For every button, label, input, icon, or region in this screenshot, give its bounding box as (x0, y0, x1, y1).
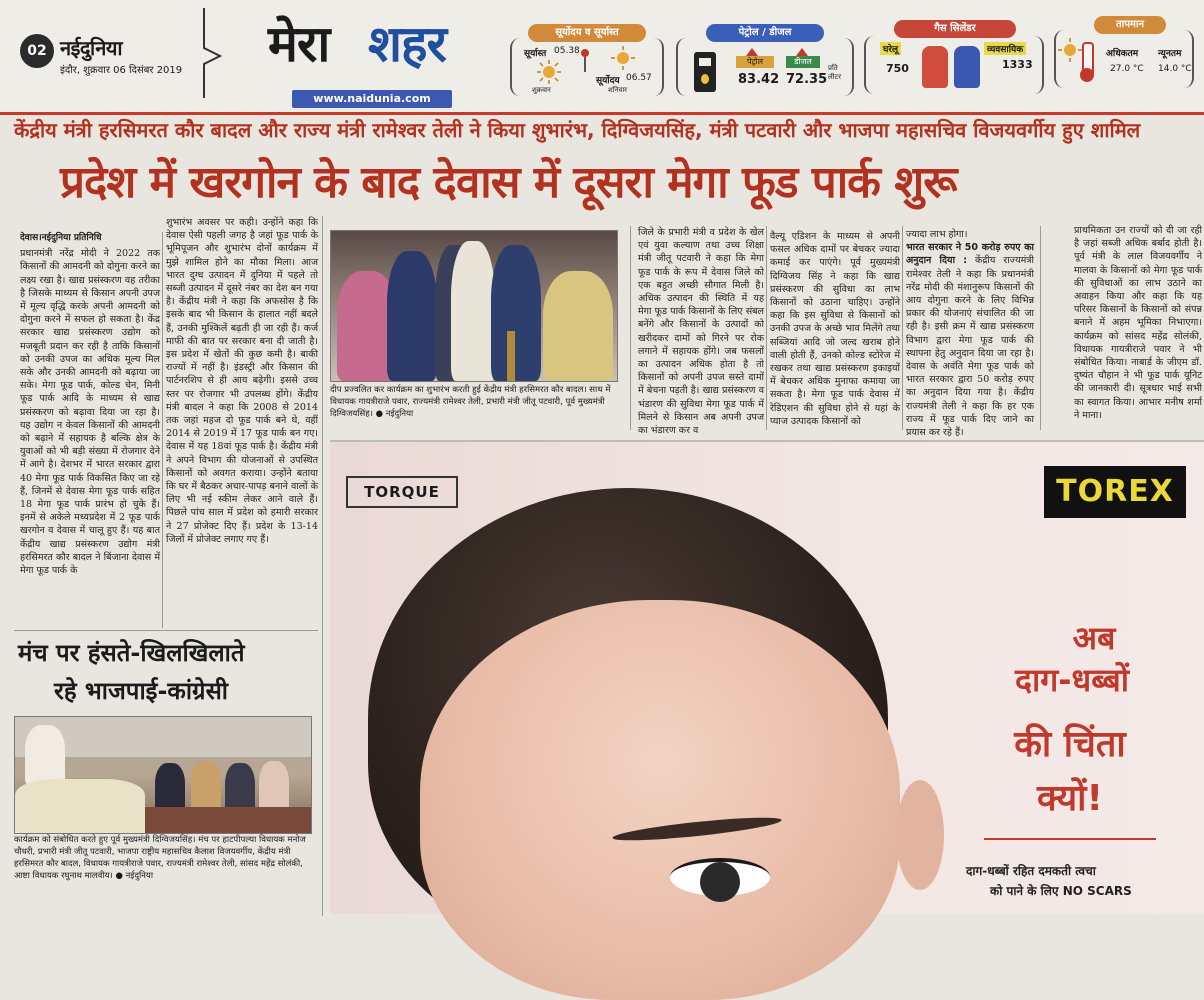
model-ear (896, 780, 944, 890)
gas-cylinder-header: गैस सिलेंडर (894, 20, 1016, 38)
story-column-5-text: केंद्रीय राज्यमंत्री रामेश्वर तेली ने कहा कि प्रधानमंत्री नरेंद्र मोदी की मंशानुरूप किसानों की आय दोगुना करने के लिए विभिन्न प्रकार की योजनाएं संचालित की जा रही है। इसी क्रम में खाद्य प्रसंस्करण विभाग द्वारा मेगा फूड पार्क की स्थापना हेतु अनुदान दिया जा रहा है। देवास के अवंति मेगा फूड पार्क को भारत सरकार द्वारा 50 करोड़ रुपए का अनुदान दिया गया है। केंद्रीय राज्यमंत्री तेली ने कहा कि हर एक राज्य में फूड पार्क दिए जाने का प्रयास कर रहे हैं। (906, 255, 1034, 439)
ad-headline-line4: क्यों! (1037, 778, 1103, 819)
sunrise-label: सूर्यास्त (524, 49, 547, 59)
ad-copy-line1: दाग-धब्बों रहित दमकती त्वचा (966, 864, 1096, 878)
red-cylinder-icon (922, 46, 948, 88)
column-rule (630, 226, 631, 430)
story-kicker: केंद्रीय मंत्री हरसिमरत कौर बादल और राज्य मंत्री रामेश्वर तेली ने किया शुभारंभ, दिग्विजयसिंह, मंत्री पटवारी और भाजपा महासचिव विजयवर्गीय हुए शामिल (14, 118, 1141, 142)
dateline: इंदौर, शुक्रवार 06 दिसंबर 2019 (60, 65, 183, 76)
column-rule (902, 226, 903, 430)
stage-photo-caption: कार्यक्रम को संबोधित करते हुए पूर्व मुख्यमंत्री दिग्विजयसिंह। मंच पर हाटपीपल्या विधायक मनोज चौधरी, प्रभारी मंत्री जीतू पटवारी, भाजपा राष्ट्रीय महासचिव कैलाश विजयवर्गीय, केंद्रीय मंत्री हरसिमरत कौर बादल, विधायक गायत्रीराजे पवार, राज्यमंत्री रामेश्वर तेली, सांसद महेंद्र सोलंकी, आष्टा विधायक रघुनाथ मालवीय। ● नईदुनिया (14, 835, 306, 881)
newspaper-brand: नईदुनिया (60, 36, 123, 60)
diesel-price: 72.35 (786, 72, 828, 87)
ad-copy-line2: को पाने के लिए NO SCARS (990, 884, 1132, 898)
max-temp-label: अधिकतम (1106, 49, 1139, 59)
commercial-price: 1333 (1002, 58, 1033, 71)
column-rule (322, 216, 323, 916)
sunset-label: सूर्योदय (596, 76, 620, 86)
section-title-part2: शहर (368, 15, 446, 73)
story-column-5-lead: ज्यादा लाभ होगा। (906, 229, 968, 240)
website-link[interactable]: www.naidunia.com (292, 90, 452, 108)
story-headline: प्रदेश में खरगोन के बाद देवास में दूसरा मेगा फूड पार्क शुरू (60, 157, 957, 208)
torex-logo: TOREX (1044, 466, 1186, 518)
page-number: 02 (20, 34, 54, 68)
sun-icon (536, 60, 562, 84)
fuel-price-header: पेट्रोल / डीजल (706, 24, 824, 42)
section-rule (14, 630, 318, 631)
column-rule (1040, 226, 1041, 430)
story-column-1-text: प्रधानमंत्री नरेंद्र मोदी ने 2022 तक किसानों की आमदनी को दोगुना करने का लक्ष्य रखा है। खाद्य प्रसंस्करण वह तरीका है जिसके माध्यम से किसान अपनी उपज में मूल्य वृद्धि करके अपनी आमदनी को दोगुना करने में सफल हो सकता है। केंद्र सरकार खाद्य प्रसंस्करण उद्योग को मजबूती प्रदान कर रही है ताकि किसानों को उनकी उपज का अधिक मूल्य मिल सके और उनकी आमदनी को बढ़ाया जा सके। मेगा फूड पार्क, कोल्ड चेन, मिनी फूड पार्क आदि के माध्यम से खाद्य प्रसंस्करण को बढ़ावा दिया जा रहा है। यह उद्योग न केवल किसानों की आमदनी को बढ़ाने में सहायक है बल्कि क्षेत्र के युवाओं को भी बड़ी संख्या में रोजगार देने में आगे है। देशभर में भारत सरकार द्वारा 40 मेगा फूड पार्क विकसित किए जा रहे हैं, जिनमें से देवास मेगा फूड पार्क सहित 18 मेगा फूड पार्क प्रारंभ हो चुके हैं। इनमें से अकेले मध्यप्रदेश में 2 फूड पार्क खरगोन व देवास में चालू हुए हैं। यह बात केंद्रीय खाद्य प्रसंस्करण उद्योग मंत्री हरसिमरत कौर बादल ने बिंजाना देवास में मेगा फूड पार्क के (20, 248, 160, 577)
ad-headline-line2: दाग-धब्बों (1014, 661, 1130, 699)
secondary-headline-line2: रहे भाजपाई-कांग्रेसी (54, 677, 229, 705)
arrow-up-icon (796, 48, 808, 56)
model-face (420, 600, 900, 1000)
sun-times-header: सूर्योदय व सूर्यास्त (528, 24, 646, 42)
sunrise-time: 05.38 (554, 46, 580, 56)
story-column-4: वैल्यू एडिशन के माध्यम से अपनी फसल अधिक दामों पर बेचकर ज्यादा कमाई कर पाएंगे। पूर्व मुख्यमंत्री दिग्विजय सिंह ने कहा कि खाद्य प्रसंस्करण की सुविधा का लाभ किसानों को उठाना चाहिए। उन्होंने कहा कि इस सुविधा से किसानों को उनकी उपज के अच्छे भाव मिलेंगे तथा सब्जियां आदि जो जल्द खराब होने वाली होती हैं, उनको कोल्ड स्टोरेज में रखकर तथा खाद्य प्रसंस्करण इकाइयों में बेचकर अधिक मुनाफा कमाया जा सकता है। मेगा फूड पार्क देवास में रेडिएशन की सुविधा होने से यहां के प्याज उत्पादक किसानों को (770, 231, 900, 427)
pin-icon (580, 48, 590, 72)
domestic-label: घरेलू (880, 42, 901, 55)
domestic-price: 750 (886, 62, 909, 75)
day-right: शनिवार (608, 86, 628, 94)
story-byline: देवास।नईदुनिया प्रतिनिधि (20, 233, 102, 243)
diesel-label: डीजल (786, 56, 820, 68)
blue-cylinder-icon (954, 46, 980, 88)
ad-headline-line3: की चिंता (1014, 724, 1126, 765)
max-temp-value: 27.0 °C (1110, 64, 1144, 74)
torque-logo: TORQUE (346, 476, 458, 508)
arrow-up-icon (746, 48, 758, 56)
event-photo (330, 230, 618, 382)
per-litre-unit: प्रति लीटर (828, 64, 841, 81)
column-rule (766, 226, 767, 430)
min-temp-value: 14.0 °C (1158, 64, 1192, 74)
petrol-label: पेट्रोल (736, 56, 774, 68)
section-title-part1: मेरा (268, 15, 330, 73)
event-photo-caption: दीप प्रज्वलित कर कार्यक्रम का शुभारंभ करती हुई केंद्रीय मंत्री हरसिमरत कौर बादल। साथ में विधायक गायत्रीराजे पवार, राज्यमंत्री रामेश्वर तेली, प्रभारी मंत्री जीतू पटवारी, पूर्व मुख्यमंत्री दिग्विजयसिंह। ● नईदुनिया (330, 385, 611, 419)
story-subhead: भारत सरकार ने 50 करोड़ रुपए का अनुदान दिया : (906, 242, 1034, 267)
story-column-2: शुभारंभ अवसर पर कही। उन्होंने कहा कि देवास ऐसी पहली जगह है जहां फूड पार्क के भूमिपूजन और शुभारंभ दोनों कार्यक्रम में मुझे शामिल होने का मौका मिला। आज भारत दुग्ध उत्पादन में दुनिया में पहले तो सब्जी उत्पादन में दूसरे नंबर का देश बन गया है। केंद्रीय मंत्री ने कहा कि अफसोस है कि इसके बाद भी किसान के हालात नहीं बदले हैं, उनकी मुश्किलें बढ़ती ही जा रही हैं। कर्ज माफी की बात पर सरकार बना दी जाती है। इस प्रदेश में खेतों की कुछ कमी है। बाकी राज्यों में नहीं है। इंडस्ट्री और किसान की पार्टनरशिप से ही आय बढ़ेगी। इससे उच्च स्तर पर रोजगार भी उपलब्ध होंगे। केंद्रीय मंत्री बादल ने कहा कि 2008 से 2014 तक जहां महज दो फूड पार्क बने थे, वहीं 2014 से 2019 में 17 फूड पार्क बन गए। देवास में यह 18वां फूड पार्क है। केंद्रीय मंत्री ने अपने विभाग की योजनाओं से उपस्थित किसानों को अवगत कराया। उन्होंने बताया कि घर में बैठकर अचार-पापड़ बनाने वालों के लिए भी नई स्कीम लेकर आने वाले हैं। पिछले पांच साल में प्रदेश को हमारी सरकार ने 27 प्रोजेक्ट दिए हैं। प्रदेश के 13-14 जिलों में प्रोजेक्ट लगाए गए हैं। (166, 217, 318, 545)
sunset-icon (610, 46, 636, 70)
model-iris (700, 862, 740, 902)
story-column-6: प्राथमिकता उन राज्यों को दी जा रही है जहां सब्जी अधिक बर्बाद होती है। पूर्व मंत्री के लाल विजयवर्गीय ने मालवा के किसानों को मेगा फूड पार्क की सुविधाओं का लाभ उठाने का अवाहन किया और कहा कि यह परिसर किसानों के किसानों को संपन्न बनाने में अहम भूमिका निभाएगा। कार्यक्रम को सांसद महेंद्र सोलंकी, विधायक गायत्रीराजे पवार ने भी संबोधित किया। नाबार्ड के जीएम डॉ. दुष्यंत चौहान ने भी फूड पार्क यूनिट की जानकारी दी। सूत्रधार भाई सभी का स्वागत किया। आभार मनीष शर्मा ने माना। (1074, 225, 1202, 421)
ad-divider (984, 838, 1156, 840)
story-column-5 (906, 228, 1034, 439)
column-rule (162, 232, 163, 628)
min-temp-label: न्यूनतम (1158, 49, 1182, 59)
story-column-3: जिले के प्रभारी मंत्री व प्रदेश के खेल एवं युवा कल्याण तथा उच्च शिक्षा मंत्री जीतू पटवारी ने कहा कि मेगा फूड पार्क के रूप में देवास जिले को एक बहुत अच्छी सौगात मिली है। अधिक उत्पादन की स्थिति में यह मेगा फूड पार्क किसानों के लिए संबल बनेंगे और किसानों के उत्पादों को खरीदकर दामों को गिरने पर रोक लगाने में सहायक होंगे। जब फसलों का उत्पादन अधिक होता है तो किसानों को अपनी उपज सस्ते दामों में बेचना पड़ती है। खाद्य प्रसंस्करण व भंडारण की सुविधा मेगा फूड पार्क में मिलने से किसान अब अपनी उपज का भंडारण कर व (638, 227, 764, 437)
thermometer-bulb (1080, 68, 1094, 82)
sun-icon (1058, 38, 1082, 62)
fuel-pump-icon (694, 52, 716, 92)
commercial-label: व्यवसायिक (984, 42, 1026, 55)
day-left: शुक्रवार (532, 86, 551, 94)
petrol-price: 83.42 (738, 72, 780, 87)
stage-photo (14, 716, 312, 834)
temperature-header: तापमान (1094, 16, 1166, 34)
divider-zigzag-icon (200, 8, 224, 98)
story-column-1 (20, 232, 160, 630)
ad-headline-line1: अब (1072, 619, 1116, 657)
sunset-time: 06.57 (626, 73, 652, 83)
secondary-headline-line1: मंच पर हंसते-खिलखिलाते (18, 639, 245, 667)
